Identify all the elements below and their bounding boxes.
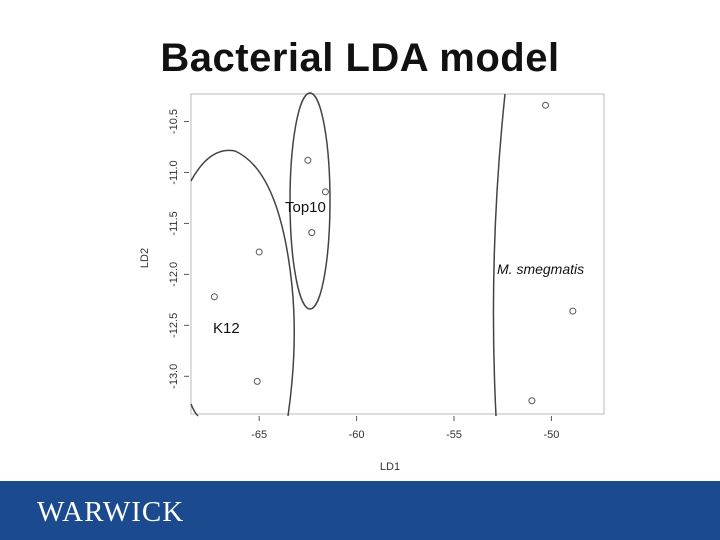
x-tick-label: -50 xyxy=(543,429,560,441)
slide-title: Bacterial LDA model xyxy=(160,36,560,80)
data-point xyxy=(543,102,549,108)
y-tick-label: -10.5 xyxy=(168,108,180,135)
x-axis-label: LD1 xyxy=(379,461,401,473)
data-point xyxy=(305,157,311,163)
group-label-m-smegmatis: M. smegmatis xyxy=(497,261,585,277)
boundary-k12 xyxy=(191,150,294,416)
y-tick-label: -13.0 xyxy=(168,363,180,389)
x-tick-label: -65 xyxy=(251,429,268,441)
plot-frame xyxy=(191,94,604,414)
x-tick-label: -55 xyxy=(446,429,462,441)
y-tick-label: -11.0 xyxy=(168,160,180,185)
data-point xyxy=(256,249,262,255)
data-point xyxy=(322,189,328,195)
data-point xyxy=(254,378,260,384)
data-point xyxy=(570,308,576,314)
group-label-k12: K12 xyxy=(213,320,240,337)
y-tick-label: -11.5 xyxy=(168,211,180,236)
y-tick-label: -12.5 xyxy=(168,312,180,338)
y-tick-label: -12.0 xyxy=(168,261,180,287)
data-point xyxy=(211,294,217,300)
warwick-logo-text: WARWICK xyxy=(37,496,185,528)
group-label-top10: Top10 xyxy=(285,199,326,216)
lda-scatter-plot xyxy=(120,86,606,482)
warwick-logo xyxy=(37,494,217,528)
boundary-m-smegmatis xyxy=(493,94,505,416)
x-tick-label: -60 xyxy=(348,429,365,441)
data-point xyxy=(529,398,535,404)
y-axis-label: LD2 xyxy=(139,247,151,269)
data-point xyxy=(309,230,315,236)
